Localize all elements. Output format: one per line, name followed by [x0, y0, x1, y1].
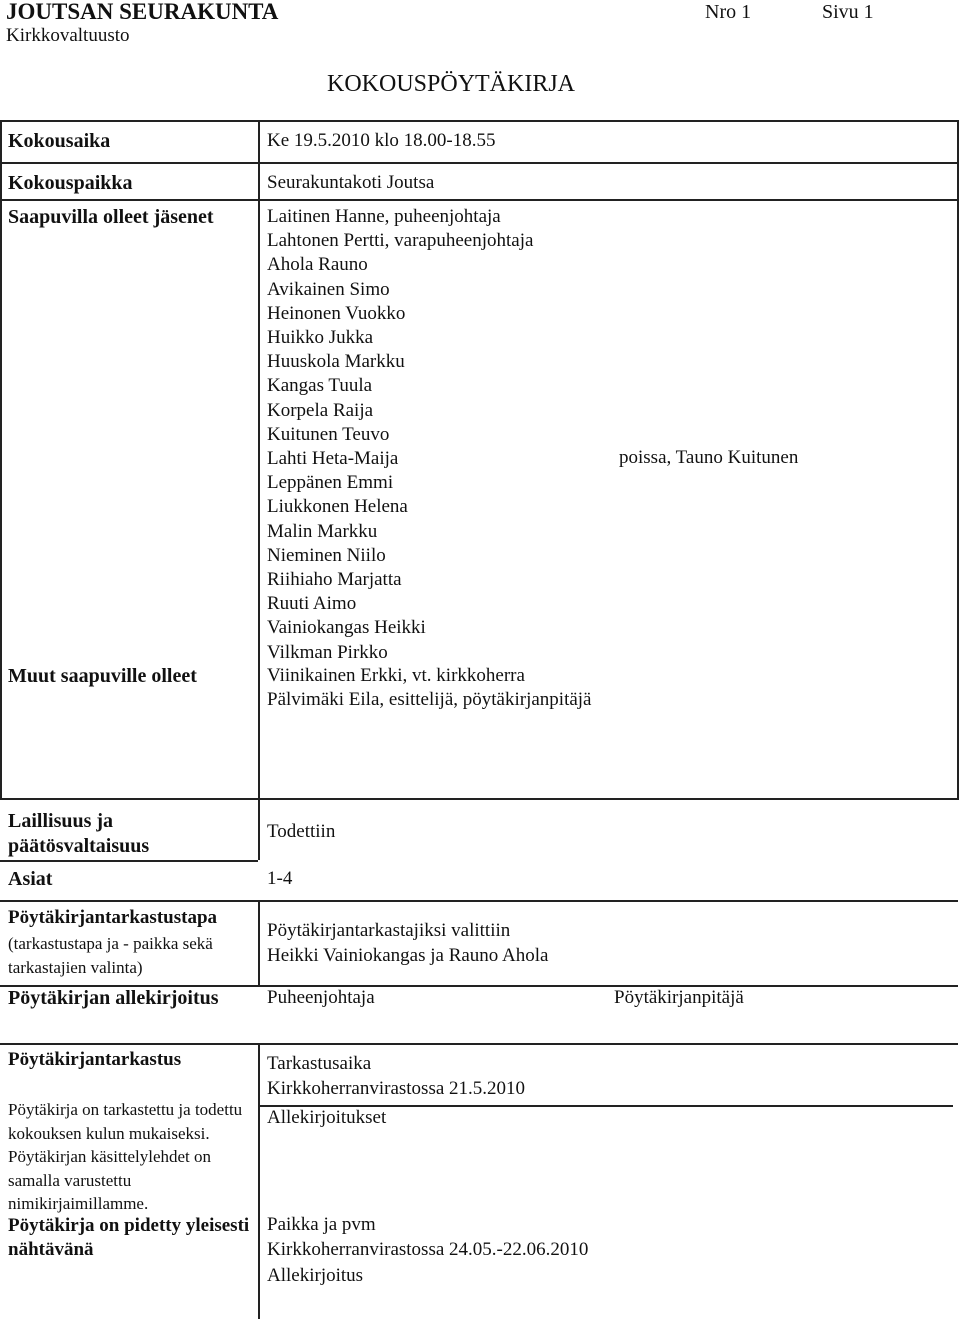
list-item: Avikainen Simo [267, 278, 390, 300]
meeting-place-label: Kokouspaikka [8, 172, 133, 194]
list-item: Lahti Heta-Maija [267, 448, 399, 470]
list-item: Vilkman Pirkko [267, 641, 388, 663]
signing-label: Pöytäkirjan allekirjoitus [8, 987, 219, 1009]
list-item: Korpela Raija [267, 399, 374, 421]
inspection-method-label: Pöytäkirjantarkastustapa [8, 907, 218, 928]
meeting-time-label: Kokousaika [8, 130, 111, 152]
inspection-method-value-line2: Heikki Vainiokangas ja Rauno Ahola [267, 945, 549, 966]
column-divider-method [258, 900, 260, 985]
column-divider-legality [258, 798, 260, 860]
rule-meeting-time [0, 162, 958, 164]
list-item: Ahola Rauno [267, 254, 368, 276]
governing-body: Kirkkovaltuusto [6, 25, 130, 46]
organization-name: JOUTSAN SEURAKUNTA [6, 0, 279, 24]
list-item: Riihiaho Marjatta [267, 569, 402, 591]
signing-chair: Puheenjohtaja [267, 987, 375, 1008]
inspection-time-label: Tarkastusaika [267, 1053, 372, 1074]
display-place-label: Paikka ja pvm [267, 1214, 376, 1235]
rule-items [0, 900, 958, 902]
rule-participants [0, 798, 958, 800]
inspection-method-value-line1: Pöytäkirjantarkastajiksi valittiin [267, 920, 511, 941]
list-item: Huikko Jukka [267, 327, 374, 349]
rule-top [0, 120, 958, 122]
list-item: Kangas Tuula [267, 375, 373, 397]
display-signature-label: Allekirjoitus [267, 1265, 364, 1286]
document-number: Nro 1 [705, 1, 752, 23]
page-number: Sivu 1 [822, 1, 874, 23]
inspection-text: Pöytäkirja on tarkastettu ja todettu kokouksen kulun mukaiseksi. Pöytäkirjan käsittelylehdet on samalla varustettu nimikirjaimillamme. [8, 1100, 243, 1213]
members-list [267, 205, 533, 665]
legality-label [8, 809, 149, 859]
display-label: Pöytäkirja on pidetty yleisesti nähtävänä [8, 1215, 250, 1260]
document-title: KOKOUSPÖYTÄKIRJA [327, 71, 576, 97]
items-value: 1-4 [267, 868, 293, 889]
list-item: Pälvimäki Eila, esittelijä, pöytäkirjanpitäjä [267, 689, 592, 711]
list-item: Laitinen Hanne, puheenjohtaja [267, 206, 501, 227]
legality-label-line1: Laillisuus ja [8, 810, 114, 832]
list-item: Ruuti Aimo [267, 593, 357, 615]
meeting-place-value: Seurakuntakoti Joutsa [267, 172, 435, 193]
list-item: Vainiokangas Heikki [267, 617, 426, 639]
legality-value: Todettiin [267, 821, 336, 842]
others-label: Muut saapuville olleet [8, 665, 197, 687]
list-item: Leppänen Emmi [267, 472, 394, 494]
legality-label-line2: päätösvaltaisuus [8, 835, 150, 857]
list-item: Kuitunen Teuvo [267, 423, 390, 445]
border-left [0, 120, 2, 800]
others-list [267, 664, 592, 712]
inspection-label: Pöytäkirjantarkastus [8, 1049, 182, 1070]
list-item: Viinikainen Erkki, vt. kirkkoherra [267, 665, 525, 686]
absent-note: poissa, Tauno Kuitunen [619, 447, 799, 468]
list-item: Huuskola Markku [267, 351, 405, 373]
meeting-time-value: Ke 19.5.2010 klo 18.00-18.55 [267, 130, 496, 151]
inspection-signatures-label: Allekirjoitukset [267, 1107, 387, 1128]
rule-meeting-place [0, 199, 958, 201]
column-divider-lower [258, 1043, 260, 1319]
rule-signing [0, 1043, 958, 1045]
column-divider-upper [258, 120, 260, 800]
list-item: Lahtonen Pertti, varapuheenjohtaja [267, 230, 534, 252]
inspection-method-sublabel: (tarkastustapa ja - paikka sekä tarkastajien valinta) [8, 934, 213, 977]
border-right [957, 120, 959, 800]
inspection-time-value: Kirkkoherranvirastossa 21.5.2010 [267, 1078, 526, 1099]
signing-secretary: Pöytäkirjanpitäjä [614, 987, 744, 1008]
members-label: Saapuvilla olleet jäsenet [8, 206, 214, 228]
list-item: Malin Markku [267, 520, 378, 542]
list-item: Liukkonen Helena [267, 496, 408, 518]
list-item: Heinonen Vuokko [267, 302, 406, 324]
display-place-value: Kirkkoherranvirastossa 24.05.-22.06.2010 [267, 1239, 589, 1260]
rule-legality [0, 860, 258, 862]
inspection-method-value [267, 918, 548, 968]
items-label: Asiat [8, 868, 53, 890]
list-item: Nieminen Niilo [267, 544, 386, 566]
